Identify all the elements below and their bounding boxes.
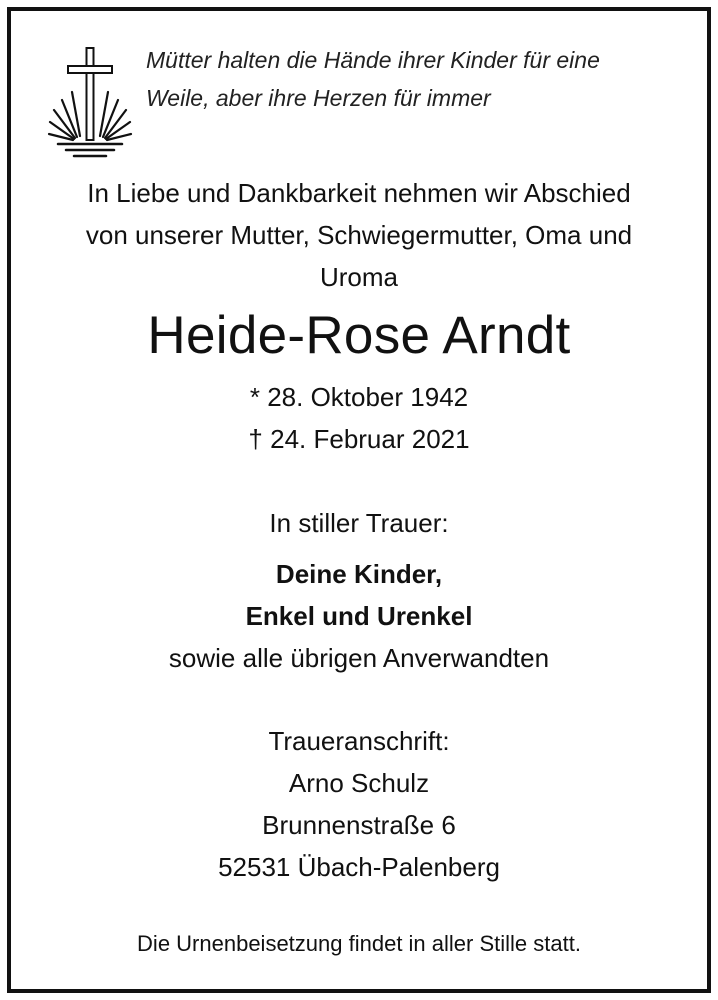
intro-line: Uroma — [319, 262, 398, 292]
quote — [146, 41, 686, 117]
birth-date: * 28. Oktober 1942 — [249, 382, 469, 412]
address-line: Arno Schulz — [288, 768, 430, 798]
life-dates — [0, 376, 718, 460]
mourners-block — [0, 502, 718, 679]
intro-line: In Liebe und Dankbarkeit nehmen wir Abschied — [87, 178, 631, 208]
footer-note: Die Urnenbeisetzung findet in aller Stille statt. — [137, 931, 581, 956]
quote-line: Weile, aber ihre Herzen für immer — [146, 85, 491, 111]
death-date: † 24. Februar 2021 — [248, 424, 470, 454]
mourners-line: Deine Kinder, — [275, 559, 443, 589]
address-line: 52531 Übach-Palenberg — [218, 852, 500, 882]
intro-line: von unserer Mutter, Schwiegermutter, Oma und — [85, 220, 633, 250]
cross-with-sunrise-icon — [44, 40, 136, 162]
mourners-other: sowie alle übrigen Anverwandten — [168, 643, 550, 673]
address-header: Traueranschrift: — [268, 726, 450, 756]
address-block — [0, 720, 718, 888]
quote-line: Mütter halten die Hände ihrer Kinder für eine — [146, 47, 600, 73]
mourners-line: Enkel und Urenkel — [245, 601, 473, 631]
mourning-header: In stiller Trauer: — [269, 508, 449, 538]
deceased-name: Heide-Rose Arndt — [147, 306, 571, 365]
address-line: Brunnenstraße 6 — [262, 810, 456, 840]
intro-text — [0, 172, 718, 298]
